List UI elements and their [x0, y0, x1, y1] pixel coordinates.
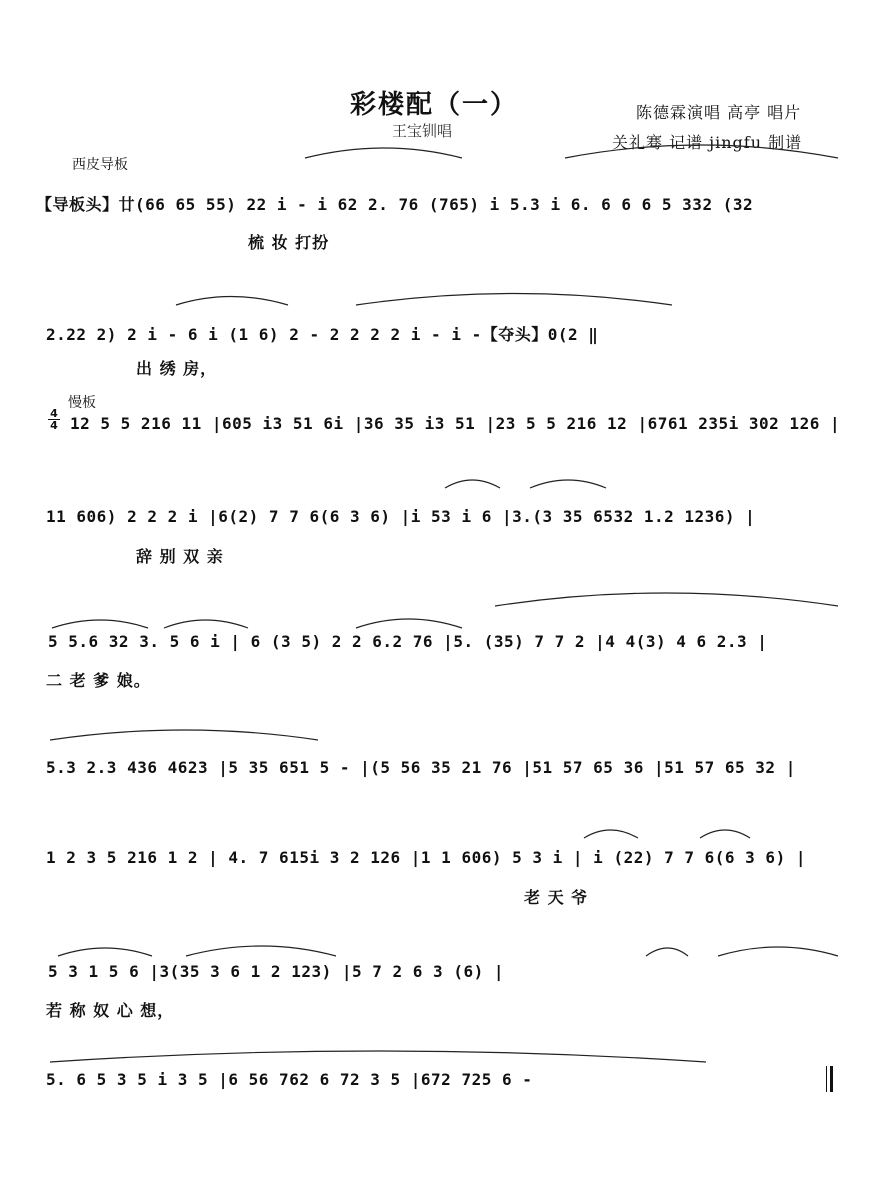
slur-arc: [584, 830, 638, 838]
slur-arc: [495, 593, 838, 606]
slur-arc: [530, 480, 606, 488]
performer-credit: 陈德霖演唱 高亭 唱片: [636, 103, 802, 122]
slur-arc: [58, 948, 152, 956]
lyrics-line: 梳 妆 打扮: [248, 233, 330, 252]
final-barline-thin: [826, 1066, 827, 1092]
slur-arc: [164, 620, 248, 628]
notation-line: 5. 6 5 3 5 i 3 5 |6 56 762 6 72 3 5 |672 725 6 -: [46, 1070, 533, 1089]
slur-arc: [445, 480, 500, 488]
page-title: 彩楼配（一）: [350, 90, 519, 120]
slur-arc: [176, 297, 288, 306]
slur-arc: [305, 148, 462, 158]
notation-line: 【导板头】廿(66 65 55) 22 i - i 62 2. 76 (765) i 5.3 i 6. 6 6 6 5 332 (32: [36, 195, 754, 214]
slur-arc: [718, 947, 838, 956]
notation-line: 11 606) 2 2 2 i |6(2) 7 7 6(6 3 6) |i 53 i 6 |3.(3 35 6532 1.2 1236) |: [46, 507, 756, 526]
notation-line: 1 2 3 5 216 1 2 | 4. 7 615i 3 2 126 |1 1 606) 5 3 i | i (22) 7 7 6(6 3 6) |: [46, 848, 806, 867]
slur-arc: [565, 145, 838, 158]
lyrics-line: 出 绣 房，: [136, 359, 218, 378]
slur-arc: [52, 620, 148, 628]
slur-arc: [186, 946, 336, 956]
slur-arc: [50, 730, 318, 740]
slur-arc: [356, 294, 672, 306]
final-barline-thick: [830, 1066, 833, 1092]
slur-arc: [356, 619, 462, 628]
time-sig-bottom: 4: [48, 419, 60, 431]
tempo-label-daoban: 西皮导板: [72, 157, 128, 173]
lyrics-line: 辞 别 双 亲: [136, 547, 224, 566]
notation-line: 5.3 2.3 436 4623 |5 35 651 5 - |(5 56 35 21 76 |51 57 65 36 |51 57 65 32 |: [46, 758, 796, 777]
tempo-label-manban: 慢板: [68, 395, 96, 411]
slur-arc: [50, 1051, 706, 1062]
notation-line: 5 5.6 32 3. 5 6 i | 6 (3 5) 2 2 6.2 76 |5. (35) 7 7 2 |4 4(3) 4 6 2.3 |: [48, 632, 768, 651]
notation-line: 5 3 1 5 6 |3(35 3 6 1 2 123) |5 7 2 6 3 (6) |: [48, 962, 504, 981]
notation-line: 12 5 5 216 11 |605 i3 51 6i |36 35 i3 51 |23 5 5 216 12 |6761 235i 302 126 |: [70, 414, 841, 433]
singer-subtitle: 王宝钏唱: [392, 122, 453, 140]
notation-line: 2.22 2) 2 i - 6 i (1 6) 2 - 2 2 2 2 i - i -【夺头】0(2 ‖: [46, 325, 599, 344]
transcriber-credit: 关礼骞 记谱 jingfu 制谱: [612, 133, 803, 152]
slur-arc: [646, 948, 688, 956]
lyrics-line: 二 老 爹 娘。: [46, 671, 151, 690]
lyrics-line: 若 称 奴 心 想，: [46, 1001, 175, 1020]
slur-arc: [700, 830, 750, 838]
lyrics-line: 老 天 爷: [524, 888, 589, 907]
time-sig-top: 4: [50, 407, 58, 420]
